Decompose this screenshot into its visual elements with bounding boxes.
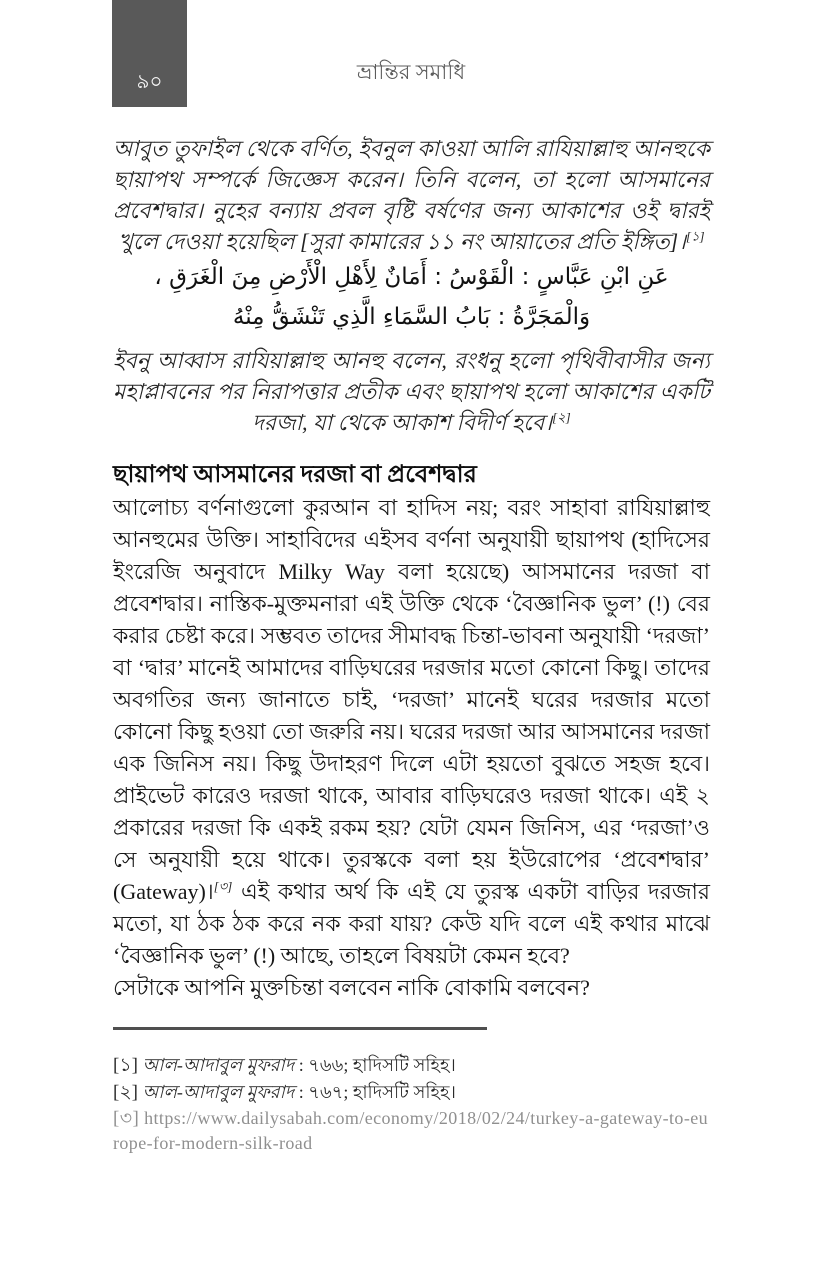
footnote-1 bbox=[113, 1052, 710, 1079]
body-paragraph-part2: এই কথার অর্থ কি এই যে তুরস্ক একটা বাড়ির দরজার মতো, যা ঠক ঠক করে নক করা যায়? কেউ যদি বলে এই কথার মাঝে ‘বৈজ্ঞানিক ভুল’ (!) আছে, তাহলে বিষয়টা কেমন হবে? bbox=[113, 879, 710, 968]
narration-quote-2-text: ইবনু আব্বাস রাযিয়াল্লাহু আনহু বলেন, রংধনু হলো পৃথিবীবাসীর জন্য মহাপ্লাবনের পর নিরাপত্তার প্রতীক এবং ছায়াপথ হলো আকাশের একটি দরজা, যা থেকে আকাশ বিদীর্ণ হবে। bbox=[113, 348, 710, 435]
footnote-2-detail: : ৭৬৭; হাদিসটি সহিহ। bbox=[294, 1082, 456, 1102]
footnote-2-source: আল-আদাবুল মুফরাদ bbox=[142, 1082, 295, 1102]
narration-quote-1 bbox=[113, 0, 710, 257]
narration-quote-1-text: আবুত তুফাইল থেকে বর্ণিত, ইবনুল কাওয়া আলি রাযিয়াল্লাহু আনহুকে ছায়াপথ সম্পর্কে জিজ্ঞেস করেন। তিনি বলেন, তা হলো আসমানের প্রবেশদ্বার। নুহের বন্যায় প্রবল বৃষ্টি বর্ষণের জন্য আকাশের ওই দ্বারই খুলে দেওয়া হয়েছিল [সুরা কামারের ১১ নং আয়াতের প্রতি ইঙ্গিত]। bbox=[113, 136, 710, 254]
footnote-ref-3: [৩] bbox=[213, 878, 233, 894]
running-title: ভ্রান্তির সমাধি bbox=[356, 60, 466, 84]
footnote-1-source: আল-আদাবুল মুফরাদ bbox=[142, 1055, 295, 1075]
footnote-3-url: https://www.dailysabah.com/economy/2018/02/24/turkey-a-gateway-to-europe-for-modern-silk-road bbox=[113, 1108, 709, 1153]
footnote-ref-2: [২] bbox=[552, 409, 571, 425]
footnote-1-marker: [১] bbox=[113, 1055, 138, 1076]
footnote-2-marker: [২] bbox=[113, 1082, 139, 1103]
arabic-hadith-text: عَنِ ابْنِ عَبَّاسٍ : الْقَوْسُ : أَمَانٌ لِأَهْلِ الْأَرْضِ مِنَ الْغَرَقِ ، وَالْمَجَرَّةُ : بَابُ السَّمَاءِ الَّذِي تَنْشَقُّ مِنْهُ bbox=[154, 264, 669, 330]
footnote-1-detail: : ৭৬৬; হাদিসটি সহিহ। bbox=[294, 1055, 456, 1075]
page-content bbox=[113, 0, 710, 1156]
narration-quote-2 bbox=[113, 345, 710, 438]
footnote-3-marker: [৩] bbox=[113, 1108, 140, 1129]
closing-question: সেটাকে আপনি মুক্তচিন্তা বলবেন নাকি বোকামি বলবেন? bbox=[113, 975, 590, 1000]
footnotes-section bbox=[113, 1052, 710, 1156]
footnote-separator bbox=[113, 1027, 487, 1030]
footnote-3 bbox=[113, 1106, 710, 1156]
body-paragraph-part1: আলোচ্য বর্ণনাগুলো কুরআন বা হাদিস নয়; বরং সাহাবা রাযিয়াল্লাহু আনহুমের উক্তি। সাহাবিদের এইসব বর্ণনা অনুযায়ী ছায়াপথ (হাদিসের ইংরেজি অনুবাদে Milky Way বলা হয়েছে) আসমানের দরজা বা প্রবেশদ্বার। নাস্তিক-মুক্তমনারা এই উক্তি থেকে ‘বৈজ্ঞানিক ভুল’ (!) বের করার চেষ্টা করে। সম্ভবত তাদের সীমাবদ্ধ চিন্তা-ভাবনা অনুযায়ী ‘দরজা’ বা ‘দ্বার’ মানেই আমাদের বাড়িঘরের দরজার মতো কোনো কিছু। তাদের অবগতির জন্য জানাতে চাই, ‘দরজা’ মানেই ঘরের দরজার মতো কোনো কিছু হওয়া তো জরুরি নয়। ঘরের দরজা আর আসমানের দরজা এক জিনিস নয়। কিছু উদাহরণ দিলে এটা হয়তো বুঝতে সহজ হবে। প্রাইভেট কারেও দরজা থাকে, আবার বাড়িঘরেও দরজা থাকে। এই ২ প্রকারের দরজা কি একই রকম হয়? যেটা যেমন জিনিস, এর ‘দরজা’ও সে অনুযায়ী হয়ে থাকে। তুরস্ককে বলা হয় ইউরোপের ‘প্রবেশদ্বার’ (Gateway)। bbox=[113, 495, 710, 904]
body-paragraph bbox=[113, 492, 710, 972]
footnote-ref-1: [১] bbox=[686, 228, 705, 244]
footnote-2 bbox=[113, 1079, 710, 1106]
page-number: ৯০ bbox=[136, 71, 163, 93]
section-heading: ছায়াপথ আসমানের দরজা বা প্রবেশদ্বার bbox=[113, 462, 477, 488]
